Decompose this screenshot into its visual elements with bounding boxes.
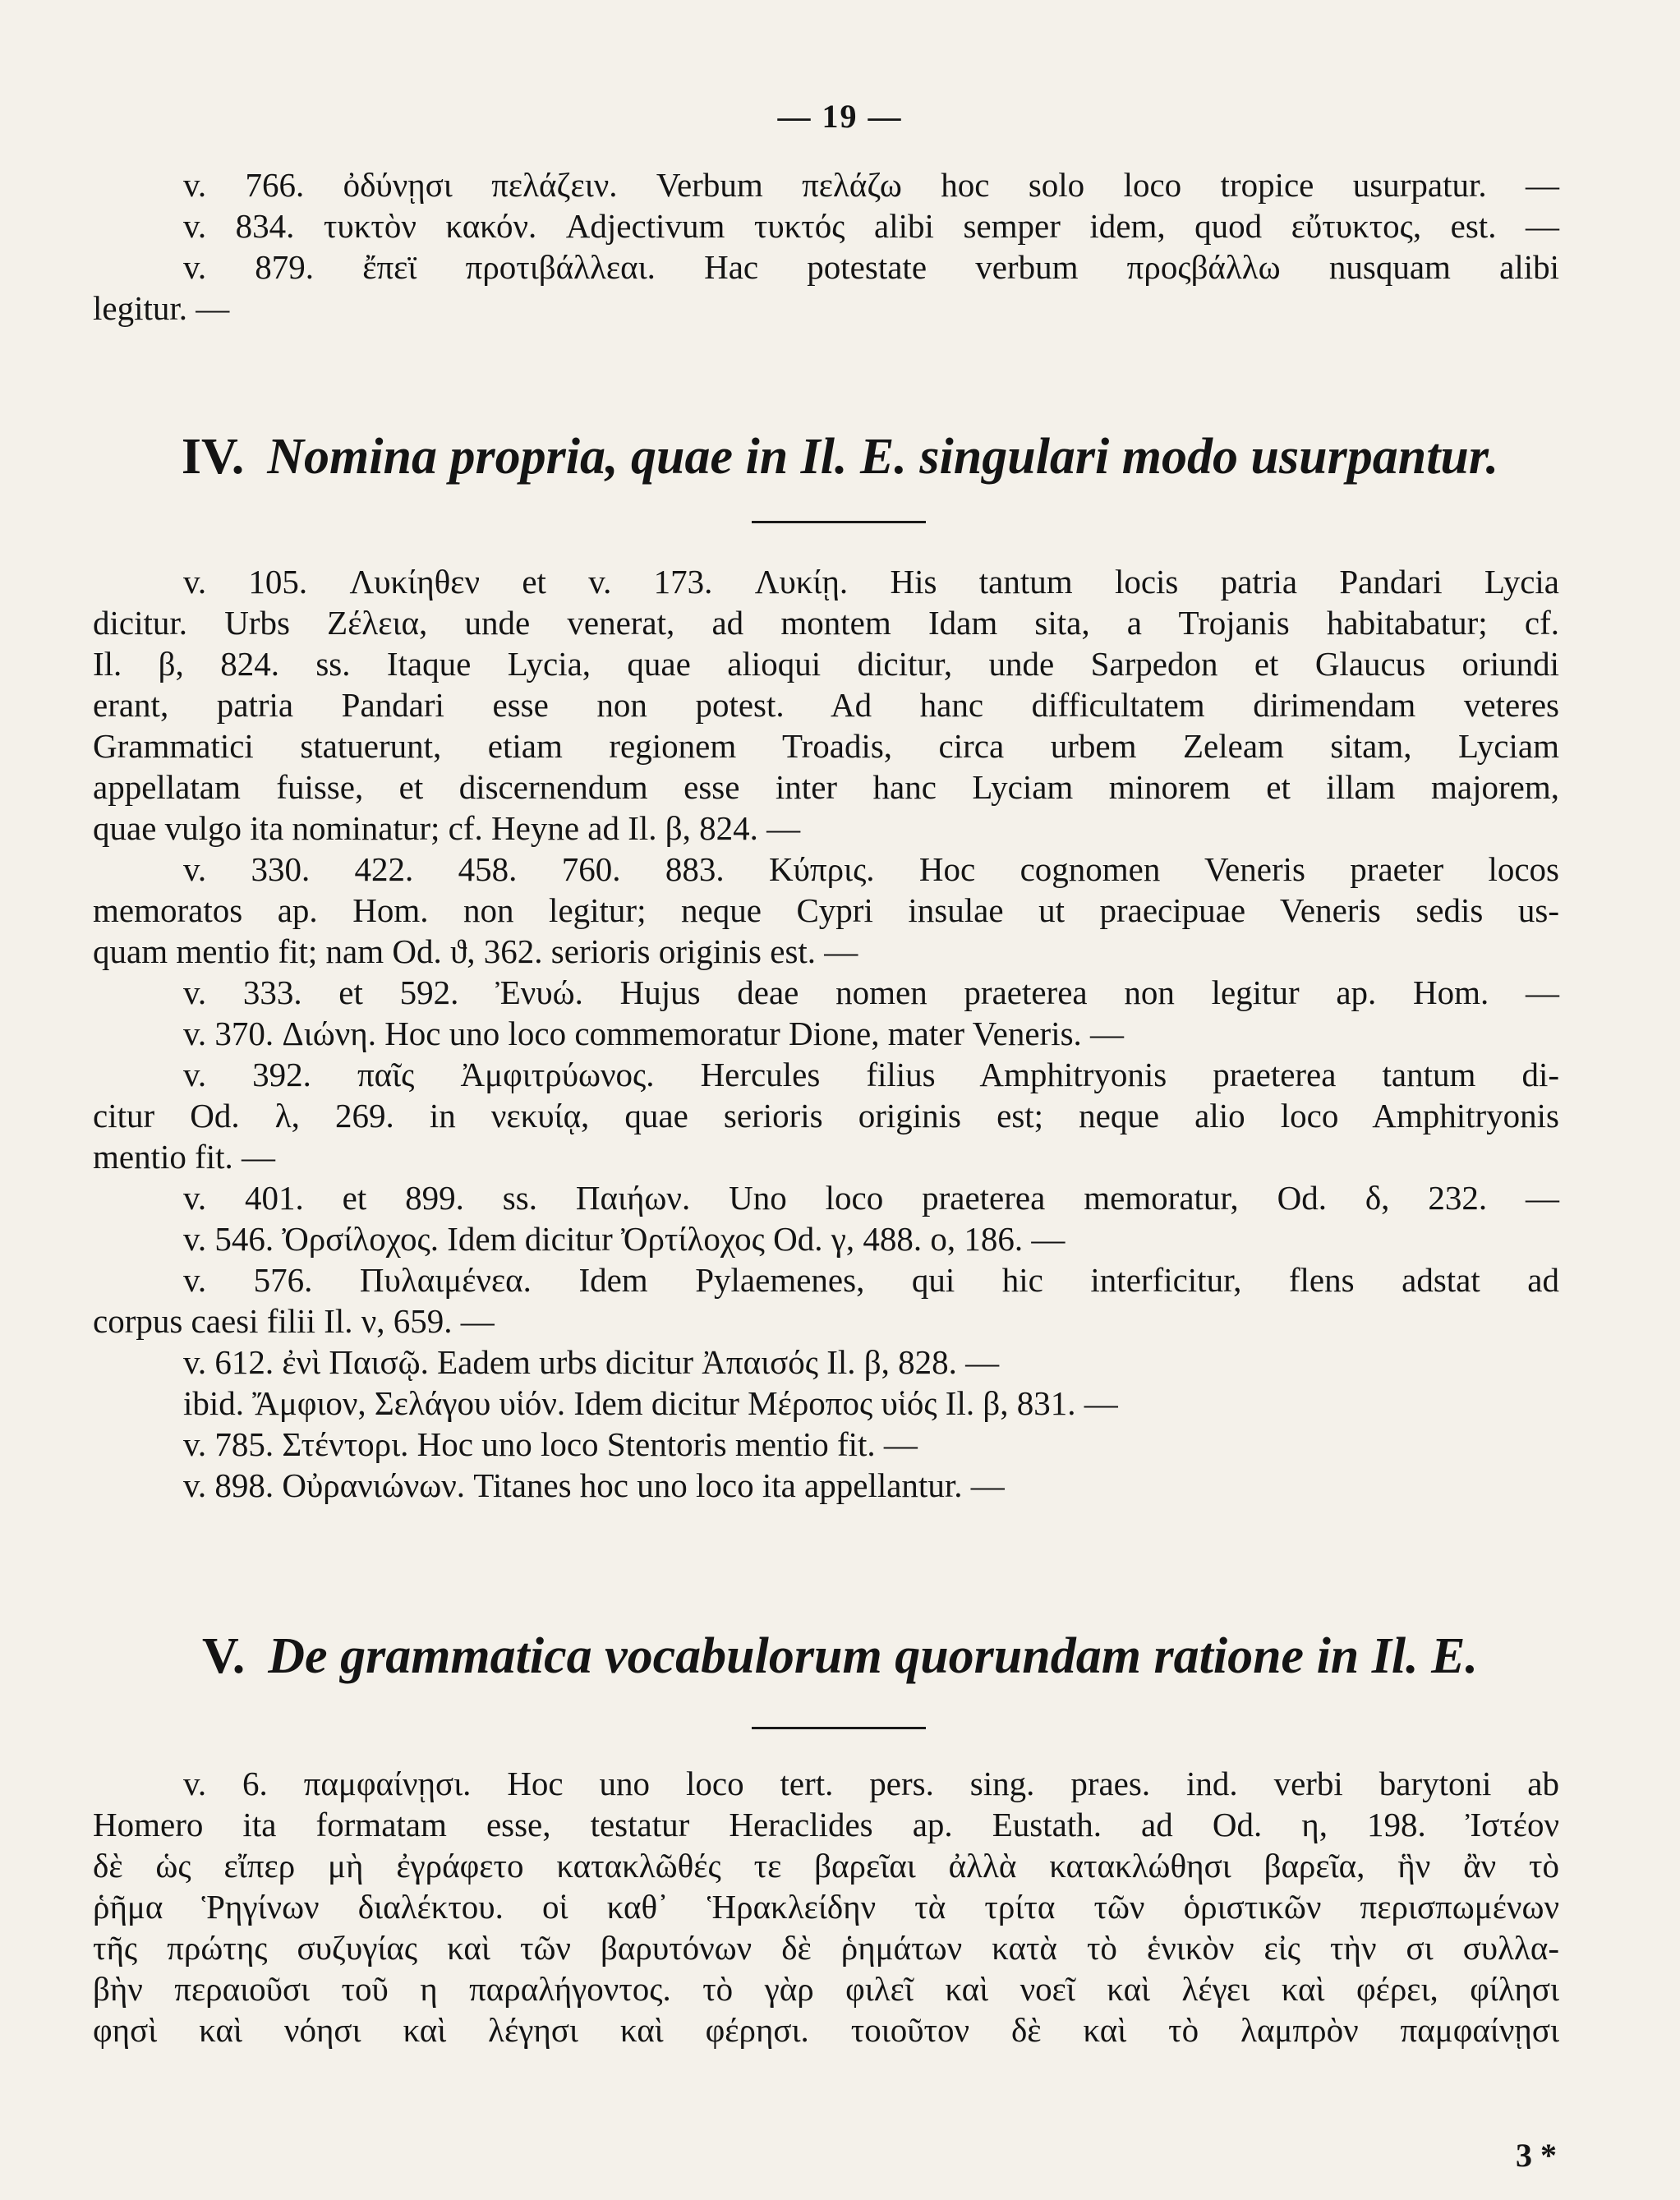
text-line: mentio fit. — <box>93 1138 276 1176</box>
text-line: βὴν περαιοῦσι τοῦ η παραλήγοντος. τὸ γὰρ φιλεῖ καὶ νοεῖ καὶ λέγει καὶ φέρει, φίλησι <box>93 1970 1559 2008</box>
text-line: v. 105. Λυκίηθεν et v. 173. Λυκίῃ. His tantum locis patria Pandari Lycia <box>183 563 1559 601</box>
text-line: v. 612. ἐνὶ Παισῷ. Eadem urbs dicitur Ἀπαισός Il. β, 828. — <box>183 1343 1000 1381</box>
text-line: memoratos ap. Hom. non legitur; neque Cypri insulae ut praecipuae Veneris sedis us- <box>93 891 1559 929</box>
section-number: V. <box>201 1628 246 1684</box>
text-line: corpus caesi filii Il. ν, 659. — <box>93 1302 495 1340</box>
text-line: v. 785. Στέντορι. Hoc uno loco Stentoris mentio fit. — <box>183 1425 918 1463</box>
text-line: φησὶ καὶ νόησι καὶ λέγησι καὶ φέρησι. τοιοῦτον δὲ καὶ τὸ λαμπρὸν παμφαίνῃσι <box>93 2011 1559 2049</box>
text-line: erant, patria Pandari esse non potest. Ad hanc difficultatem dirimendam veteres <box>93 686 1559 724</box>
text-line: dicitur. Urbs Ζέλεια, unde venerat, ad montem Idam sita, a Trojanis habitabatur; cf. <box>93 604 1559 642</box>
section-heading-iv <box>0 427 1680 486</box>
text-line: v. 898. Οὐρανιώνων. Titanes hoc uno loco ita appellantur. — <box>183 1466 1005 1504</box>
text-line: v. 392. παῖς Ἀμφιτρύωνος. Hercules filius Amphitryonis praeterea tantum di- <box>183 1056 1559 1093</box>
text-line: v. 330. 422. 458. 760. 883. Κύπρις. Hoc cognomen Veneris praeter locos <box>183 850 1559 888</box>
text-line: τῆς πρώτης συζυγίας καὶ τῶν βαρυτόνων δὲ ῥημάτων κατὰ τὸ ἑνικὸν εἰς τὴν σι συλλα- <box>93 1929 1559 1967</box>
text-line: v. 546. Ὀρσίλοχος. Idem dicitur Ὀρτίλοχος Od. γ, 488. ο, 186. — <box>183 1220 1066 1258</box>
text-line: quae vulgo ita nominatur; cf. Heyne ad Il. β, 824. — <box>93 809 801 847</box>
text-line: quam mentio fit; nam Od. ϑ, 362. serioris originis est. — <box>93 932 858 970</box>
section-divider <box>752 521 926 523</box>
section-number: IV. <box>181 429 245 485</box>
text-line: ῥῆμα Ῥηγίνων διαλέκτου. οἱ καθ᾽ Ἡρακλείδην τὰ τρίτα τῶν ὁριστικῶν περισπωμένων <box>93 1888 1559 1926</box>
note-line: v. 879. ἔπεϊ προτιβάλλεαι. Hac potestate verbum προςβάλλω nusquam alibi <box>183 248 1559 286</box>
text-line: appellatam fuisse, et discernendum esse inter hanc Lyciam minorem et illam majorem, <box>93 768 1559 806</box>
top-notes <box>93 164 1559 329</box>
section-heading-v <box>0 1627 1680 1686</box>
text-line: Homero ita formatam esse, testatur Heraclides ap. Eustath. ad Od. η, 198. Ἰστέον <box>93 1806 1559 1843</box>
text-line: Il. β, 824. ss. Itaque Lycia, quae alioqui dicitur, unde Sarpedon et Glaucus oriundi <box>93 645 1559 683</box>
text-line: v. 6. παμφαίνῃσι. Hoc uno loco tert. pers. sing. praes. ind. verbi barytoni ab <box>183 1765 1559 1802</box>
note-line: legitur. — <box>93 289 230 327</box>
text-line: ibid. Ἄμφιον, Σελάγου υἱόν. Idem dicitur Μέροπος υἱός Il. β, 831. — <box>183 1384 1118 1422</box>
text-line: v. 576. Πυλαιμένεα. Idem Pylaemenes, qui hic interficitur, flens adstat ad <box>183 1261 1559 1299</box>
section-title: De grammatica vocabulorum quorundam ratione in Il. E. <box>268 1628 1478 1684</box>
note-line: v. 766. ὀδύνῃσι πελάζειν. Verbum πελάζω hoc solo loco tropice usurpatur. — <box>183 166 1559 204</box>
text-line: v. 333. et 592. Ἐνυώ. Hujus deae nomen praeterea non legitur ap. Hom. — <box>183 973 1559 1011</box>
section-divider <box>752 1727 926 1729</box>
section-v-body <box>93 1763 1559 2050</box>
section-iv-body <box>93 561 1559 1506</box>
text-line: citur Od. λ, 269. in νεκυίᾳ, quae serioris originis est; neque alio loco Amphitryonis <box>93 1097 1559 1135</box>
signature-mark: 3 * <box>1516 2137 1557 2174</box>
text-line: v. 370. Διώνη. Hoc uno loco commemoratur Dione, mater Veneris. — <box>183 1015 1125 1052</box>
text-line: δὲ ὡς εἴπερ μὴ ἐγράφετο κατακλῶθές τε βαρεῖαι ἀλλὰ κατακλώθησι βαρεῖα, ἣν ἂν τὸ <box>93 1847 1559 1885</box>
page-number: — 19 — <box>777 98 903 135</box>
text-line: v. 401. et 899. ss. Παιήων. Uno loco praeterea memoratur, Od. δ, 232. — <box>183 1179 1559 1217</box>
section-title: Nomina propria, quae in Il. E. singulari modo usurpantur. <box>267 429 1499 485</box>
note-line: v. 834. τυκτὸν κακόν. Adjectivum τυκτός alibi semper idem, quod εὔτυκτος, est. — <box>183 207 1559 245</box>
text-line: Grammatici statuerunt, etiam regionem Troadis, circa urbem Zeleam sitam, Lyciam <box>93 727 1559 765</box>
